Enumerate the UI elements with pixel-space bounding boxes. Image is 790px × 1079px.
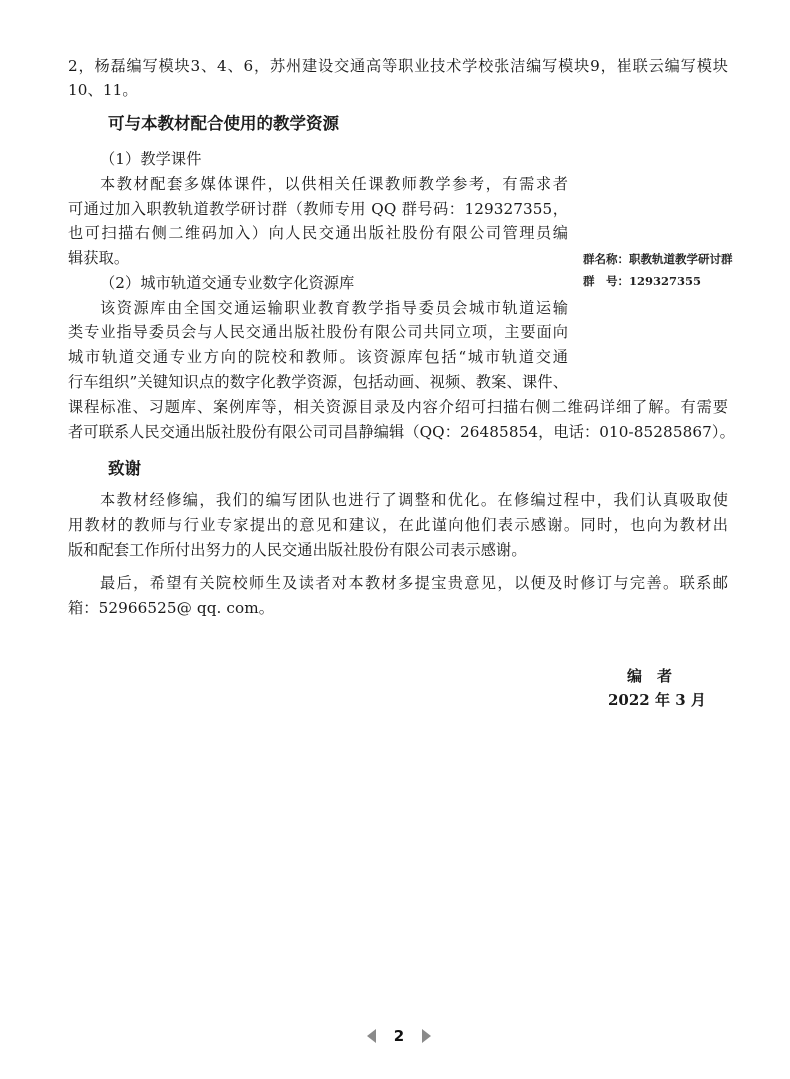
thanks-line-1: 本教材经修编，我们的编写团队也进行了调整和优化。在修编过程中，我们认真吸取使 xyxy=(100,491,728,509)
item2-line-3: 城市轨道交通专业方向的院校和教师。该资源库包括“城市轨道交通 xyxy=(68,348,568,366)
item2-line-2: 类专业指导委员会与人民交通出版社股份有限公司共同立项，主要面向 xyxy=(68,323,568,341)
signature-date: 2022 年 3 月 xyxy=(608,691,706,709)
intro-line-2: 10、11。 xyxy=(68,81,138,99)
item2-line-1: 该资源库由全国交通运输职业教育教学指导委员会城市轨道运输 xyxy=(100,299,568,317)
thanks-line-3: 版和配套工作所付出努力的人民交通出版社股份有限公司表示感谢。 xyxy=(68,541,527,559)
item1-line-2: 可通过加入职教轨道教学研讨群（教师专用 QQ 群号码：129327355， xyxy=(68,200,568,218)
item1-line-4: 辑获取。 xyxy=(68,249,130,267)
item1-title: （1）教学课件 xyxy=(100,150,202,168)
triangle-left-icon xyxy=(367,1029,376,1043)
triangle-right-icon xyxy=(422,1029,431,1043)
thanks-line-4: 最后，希望有关院校师生及读者对本教材多提宝贵意见，以便及时修订与完善。联系邮 xyxy=(100,574,728,592)
group-name-caption: 群名称：职教轨道教学研讨群 xyxy=(583,252,733,266)
thanks-line-5: 箱：52966525@ qq. com。 xyxy=(68,599,275,617)
item2-line-4: 行车组织”关键知识点的数字化教学资源，包括动画、视频、教案、课件、 xyxy=(68,373,568,391)
thanks-heading: 致谢 xyxy=(108,459,141,478)
item2-line-5: 课程标准、习题库、案例库等，相关资源目录及内容介绍可扫描右侧二维码详细了解。有需要 xyxy=(68,398,728,416)
signature-author: 编 者 xyxy=(627,667,673,685)
item2-title: （2）城市轨道交通专业数字化资源库 xyxy=(100,274,355,292)
page-number: 2 xyxy=(393,1027,405,1045)
item2-line-6: 者可联系人民交通出版社股份有限公司司昌静编辑（QQ：26485854，电话：010-85285867）。 xyxy=(68,423,735,441)
group-number-caption: 群 号：129327355 xyxy=(583,274,702,288)
intro-line-1: 2，杨磊编写模块3、4、6，苏州建设交通高等职业技术学校张洁编写模块9，崔联云编写模块 xyxy=(68,57,728,75)
thanks-line-2: 用教材的教师与行业专家提出的意见和建议，在此谨向他们表示感谢。同时，也向为教材出 xyxy=(68,516,728,534)
resources-heading: 可与本教材配合使用的教学资源 xyxy=(108,114,339,133)
item1-line-1: 本教材配套多媒体课件，以供相关任课教师教学参考，有需求者 xyxy=(100,175,568,193)
page-footer xyxy=(367,1026,431,1046)
item1-line-3: 也可扫描右侧二维码加入）向人民交通出版社股份有限公司管理员编 xyxy=(68,224,568,242)
